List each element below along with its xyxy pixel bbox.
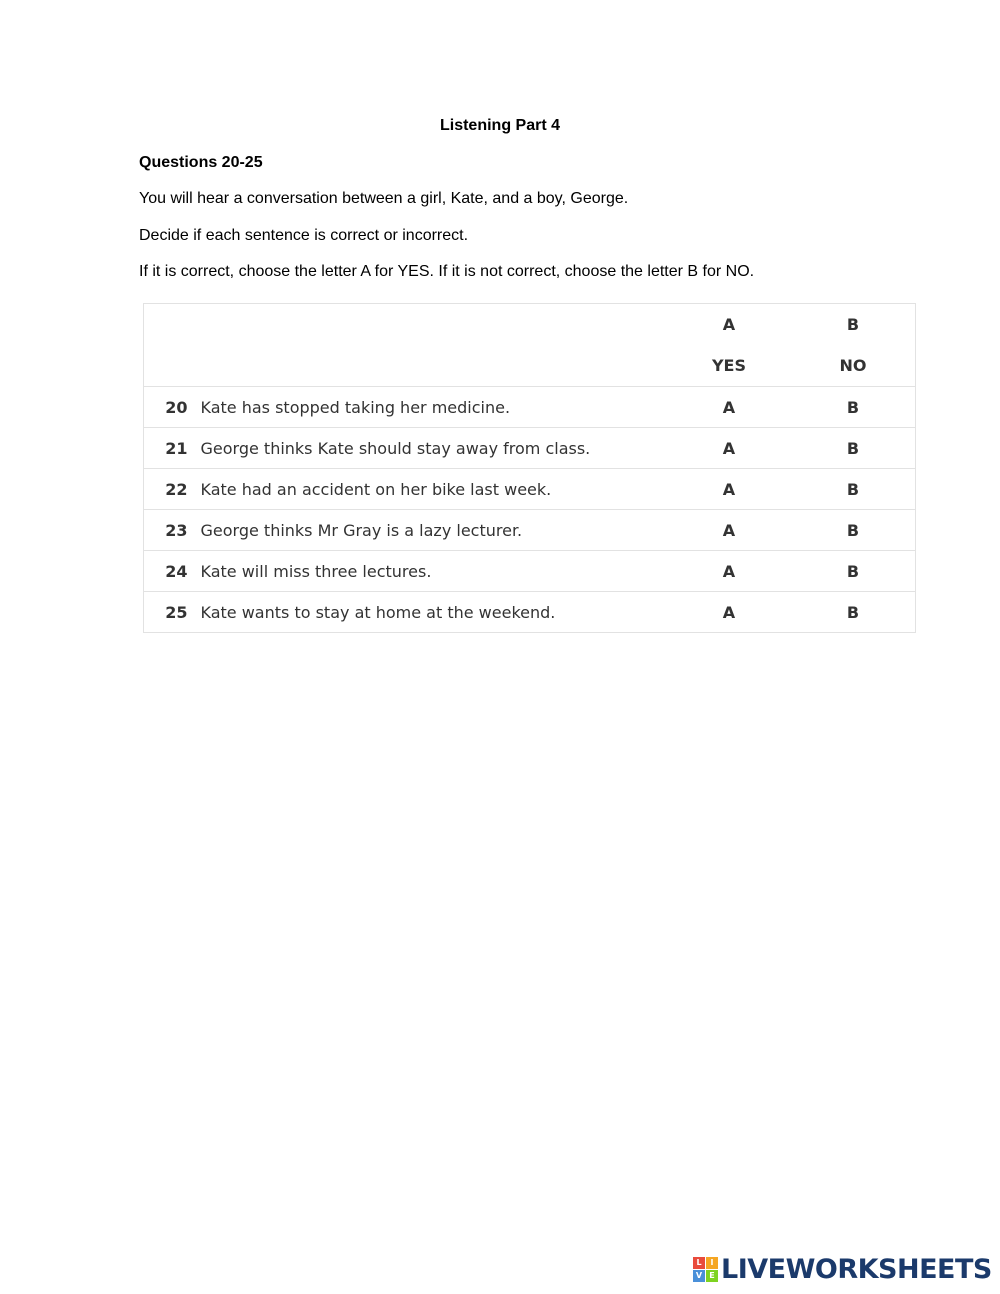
answer-b-option[interactable]: B [791,469,916,510]
logo-mark-tile: E [706,1270,718,1282]
questions-heading: Questions 20-25 [139,154,263,171]
answer-a-option[interactable]: A [667,387,791,428]
logo-text: LIVEWORKSHEETS [721,1253,992,1285]
answer-b-option[interactable]: B [791,592,916,633]
question-number: 23 [144,510,201,551]
question-statement: Kate has stopped taking her medicine. [201,387,668,428]
logo-mark-icon [693,1257,718,1282]
logo-mark-tile: V [693,1270,705,1282]
question-number: 20 [144,387,201,428]
answer-a-option[interactable]: A [667,510,791,551]
header-no-label: NO [839,356,867,375]
question-number: 24 [144,551,201,592]
answer-b-option[interactable]: B [791,551,916,592]
logo-mark-tile: L [693,1257,705,1269]
question-statement: Kate will miss three lectures. [201,551,668,592]
header-b-letter: B [846,315,860,334]
header-empty-cell [144,345,668,387]
table-row [144,510,916,551]
liveworksheets-logo [693,1253,992,1285]
table-row [144,428,916,469]
answer-b-option[interactable]: B [791,387,916,428]
header-empty-cell [144,304,668,346]
question-statement: George thinks Kate should stay away from class. [201,428,668,469]
instruction-text-2: If it is correct, choose the letter A for YES. If it is not correct, choose the letter B for NO. [139,263,755,280]
header-a-letter: A [722,315,736,334]
answer-b-option[interactable]: B [791,510,916,551]
table-header-letters [144,304,916,346]
answer-a-option[interactable]: A [667,469,791,510]
question-number: 25 [144,592,201,633]
header-yes-label: YES [711,356,747,375]
table-row [144,387,916,428]
table-header-labels [144,345,916,387]
table-row [144,592,916,633]
answer-b-option[interactable]: B [791,428,916,469]
table-row [144,551,916,592]
intro-text: You will hear a conversation between a girl, Kate, and a boy, George. [139,190,629,207]
answer-a-option[interactable]: A [667,592,791,633]
question-statement: Kate wants to stay at home at the weekend. [201,592,668,633]
questions-table [143,303,916,633]
question-number: 22 [144,469,201,510]
logo-mark-tile: I [706,1257,718,1269]
answer-a-option[interactable]: A [667,551,791,592]
question-number: 21 [144,428,201,469]
question-statement: George thinks Mr Gray is a lazy lecturer. [201,510,668,551]
question-statement: Kate had an accident on her bike last week. [201,469,668,510]
answer-a-option[interactable]: A [667,428,791,469]
table-row [144,469,916,510]
instruction-text-1: Decide if each sentence is correct or incorrect. [139,227,469,244]
page-title: Listening Part 4 [439,117,561,134]
